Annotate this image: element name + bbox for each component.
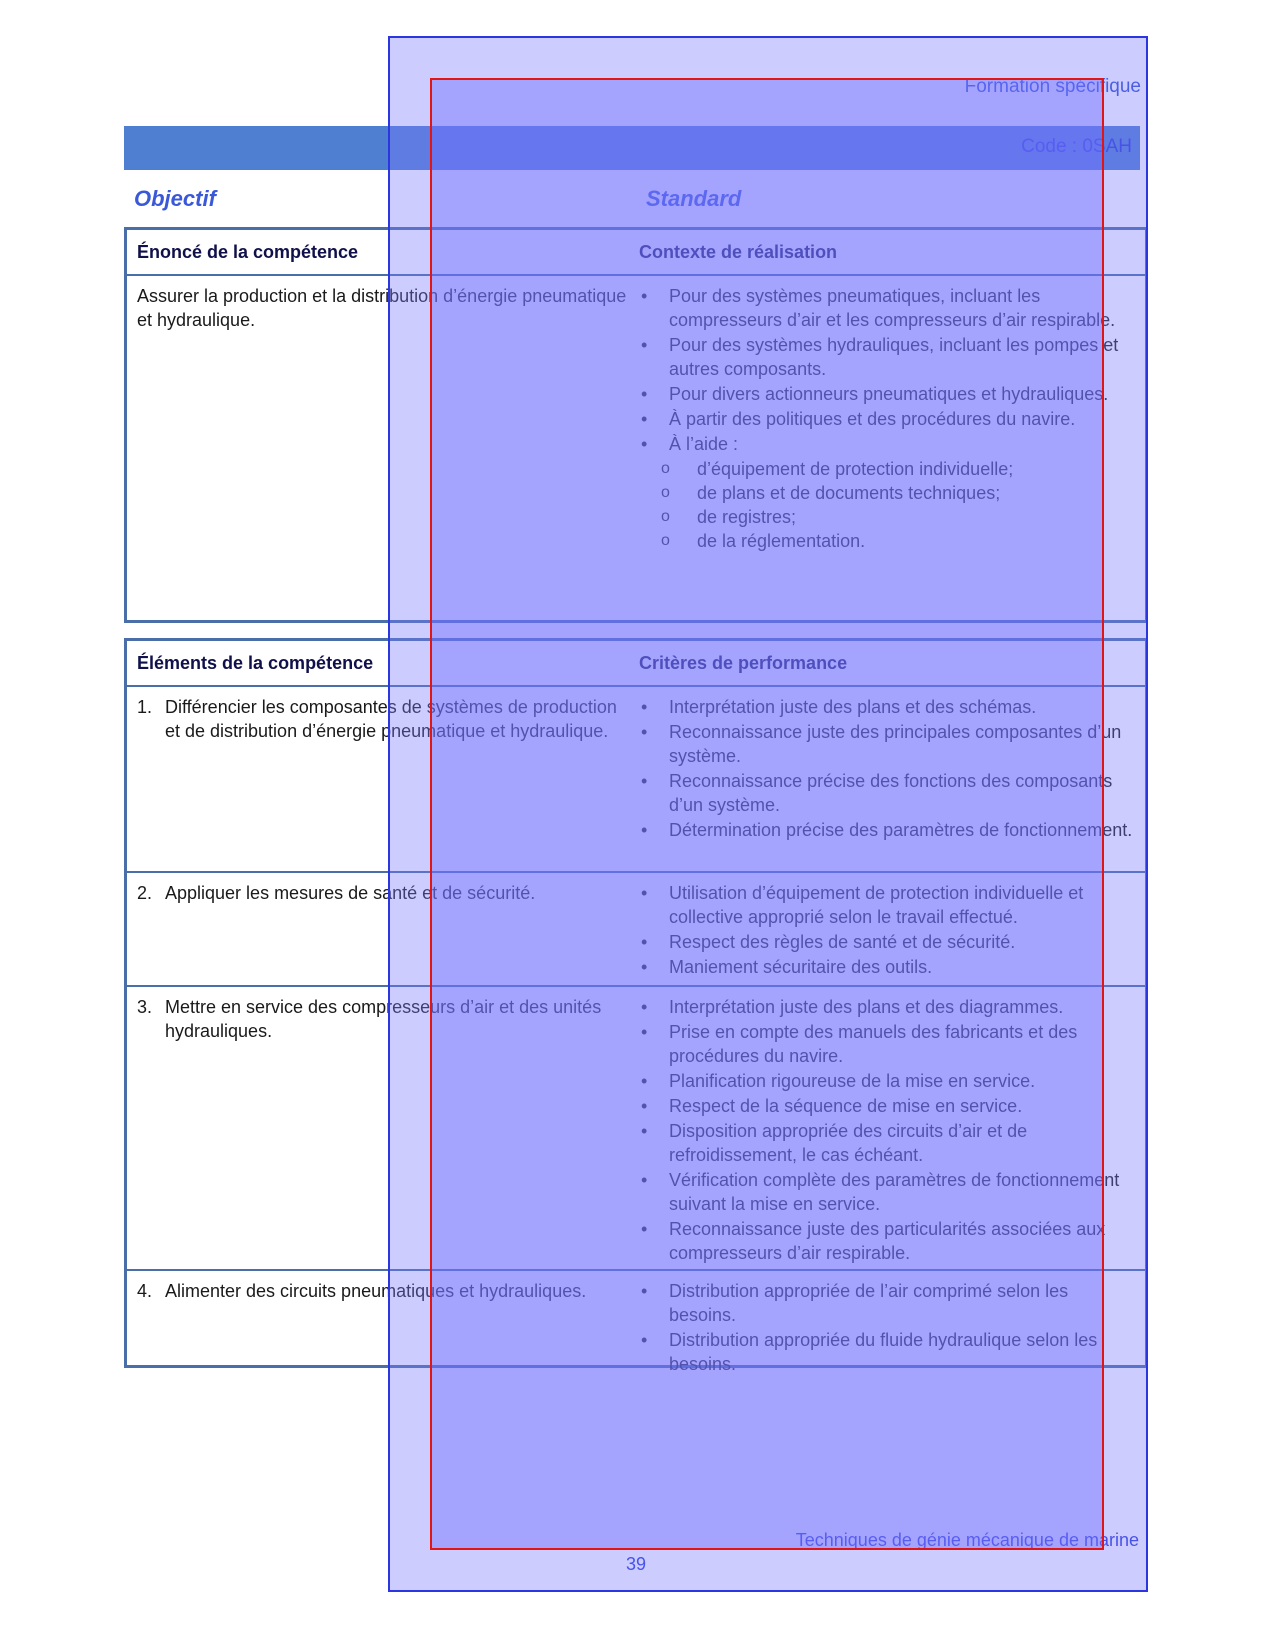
context-item: • Pour divers actionneurs pneumatiques et hydrauliques. — [639, 382, 1137, 406]
criterion-item: • Respect des règles de santé et de sécurité. — [639, 930, 1137, 954]
criterion-item: • Distribution appropriée du fluide hydraulique selon les besoins. — [639, 1328, 1137, 1376]
elements-column-title: Éléments de la compétence — [137, 652, 374, 673]
criterion-item: • Disposition appropriée des circuits d’air et de refroidissement, le cas échéant. — [639, 1119, 1137, 1167]
selection-overlay-inner — [430, 78, 1104, 1550]
criterion-item: • Détermination précise des paramètres de fonctionnement. — [639, 818, 1137, 842]
element-text: Mettre en service des compresseurs d’air et des unités hydrauliques. — [165, 997, 602, 1041]
criterion-item: • Interprétation juste des plans et des schémas. — [639, 695, 1137, 719]
objectif-heading: Objectif — [134, 186, 216, 211]
aide-item: o de registres; — [661, 505, 1137, 529]
criterion-item: • Planification rigoureuse de la mise en service. — [639, 1069, 1137, 1093]
criterion-item: • Prise en compte des manuels des fabricants et des procédures du navire. — [639, 1020, 1137, 1068]
criteres-column-title: Critères de performance — [639, 652, 848, 673]
competency-statement: Assurer la production et la distribution d’énergie pneumatique et hydraulique. — [137, 286, 627, 330]
criterion-item: • Reconnaissance juste des principales composantes d’un système. — [639, 720, 1137, 768]
program-title: Techniques de génie mécanique de marine — [795, 1530, 1139, 1550]
enonce-column-title: Énoncé de la compétence — [137, 241, 359, 262]
element-number: 2. — [137, 883, 153, 903]
context-item: • À partir des politiques et des procédures du navire. — [639, 407, 1137, 431]
criterion-item: • Interprétation juste des plans et des diagrammes. — [639, 995, 1137, 1019]
page-number: 39 — [626, 1554, 647, 1574]
element-text: Appliquer les mesures de santé et de sécurité. — [165, 883, 536, 903]
element-number: 1. — [137, 697, 153, 717]
context-item: • Pour des systèmes pneumatiques, incluant les compresseurs d’air et les compresseurs d’air respirable. — [639, 284, 1137, 332]
criterion-item: • Utilisation d’équipement de protection individuelle et collective approprié selon le travail effectué. — [639, 881, 1137, 929]
criterion-item: • Distribution appropriée de l’air comprimé selon les besoins. — [639, 1279, 1137, 1327]
criterion-item: • Reconnaissance juste des particularités associées aux compresseurs d’air respirable. — [639, 1217, 1137, 1265]
document-section-label: Formation spécifique — [964, 76, 1141, 97]
criterion-item: • Respect de la séquence de mise en service. — [639, 1094, 1137, 1118]
standard-heading: Standard — [646, 186, 742, 211]
element-number: 3. — [137, 997, 153, 1017]
aide-item: o d’équipement de protection individuelle; — [661, 457, 1137, 481]
context-item: • À l’aide : — [639, 432, 1137, 456]
context-item: • Pour des systèmes hydrauliques, incluant les pompes et autres composants. — [639, 333, 1137, 381]
contexte-column-title: Contexte de réalisation — [639, 241, 838, 262]
competency-code: Code : 0SAH — [1021, 136, 1132, 157]
aide-item: o de la réglementation. — [661, 529, 1137, 553]
element-text: Alimenter des circuits pneumatiques et hydrauliques. — [165, 1281, 587, 1301]
aide-item: o de plans et de documents techniques; — [661, 481, 1137, 505]
criterion-item: • Vérification complète des paramètres de fonctionnement suivant la mise en service. — [639, 1168, 1137, 1216]
criterion-item: • Reconnaissance précise des fonctions des composants d’un système. — [639, 769, 1137, 817]
criterion-item: • Maniement sécuritaire des outils. — [639, 955, 1137, 979]
element-text: Différencier les composantes de systèmes de production et de distribution d’énergie pneumatique et hydraulique. — [165, 697, 617, 741]
element-number: 4. — [137, 1281, 153, 1301]
